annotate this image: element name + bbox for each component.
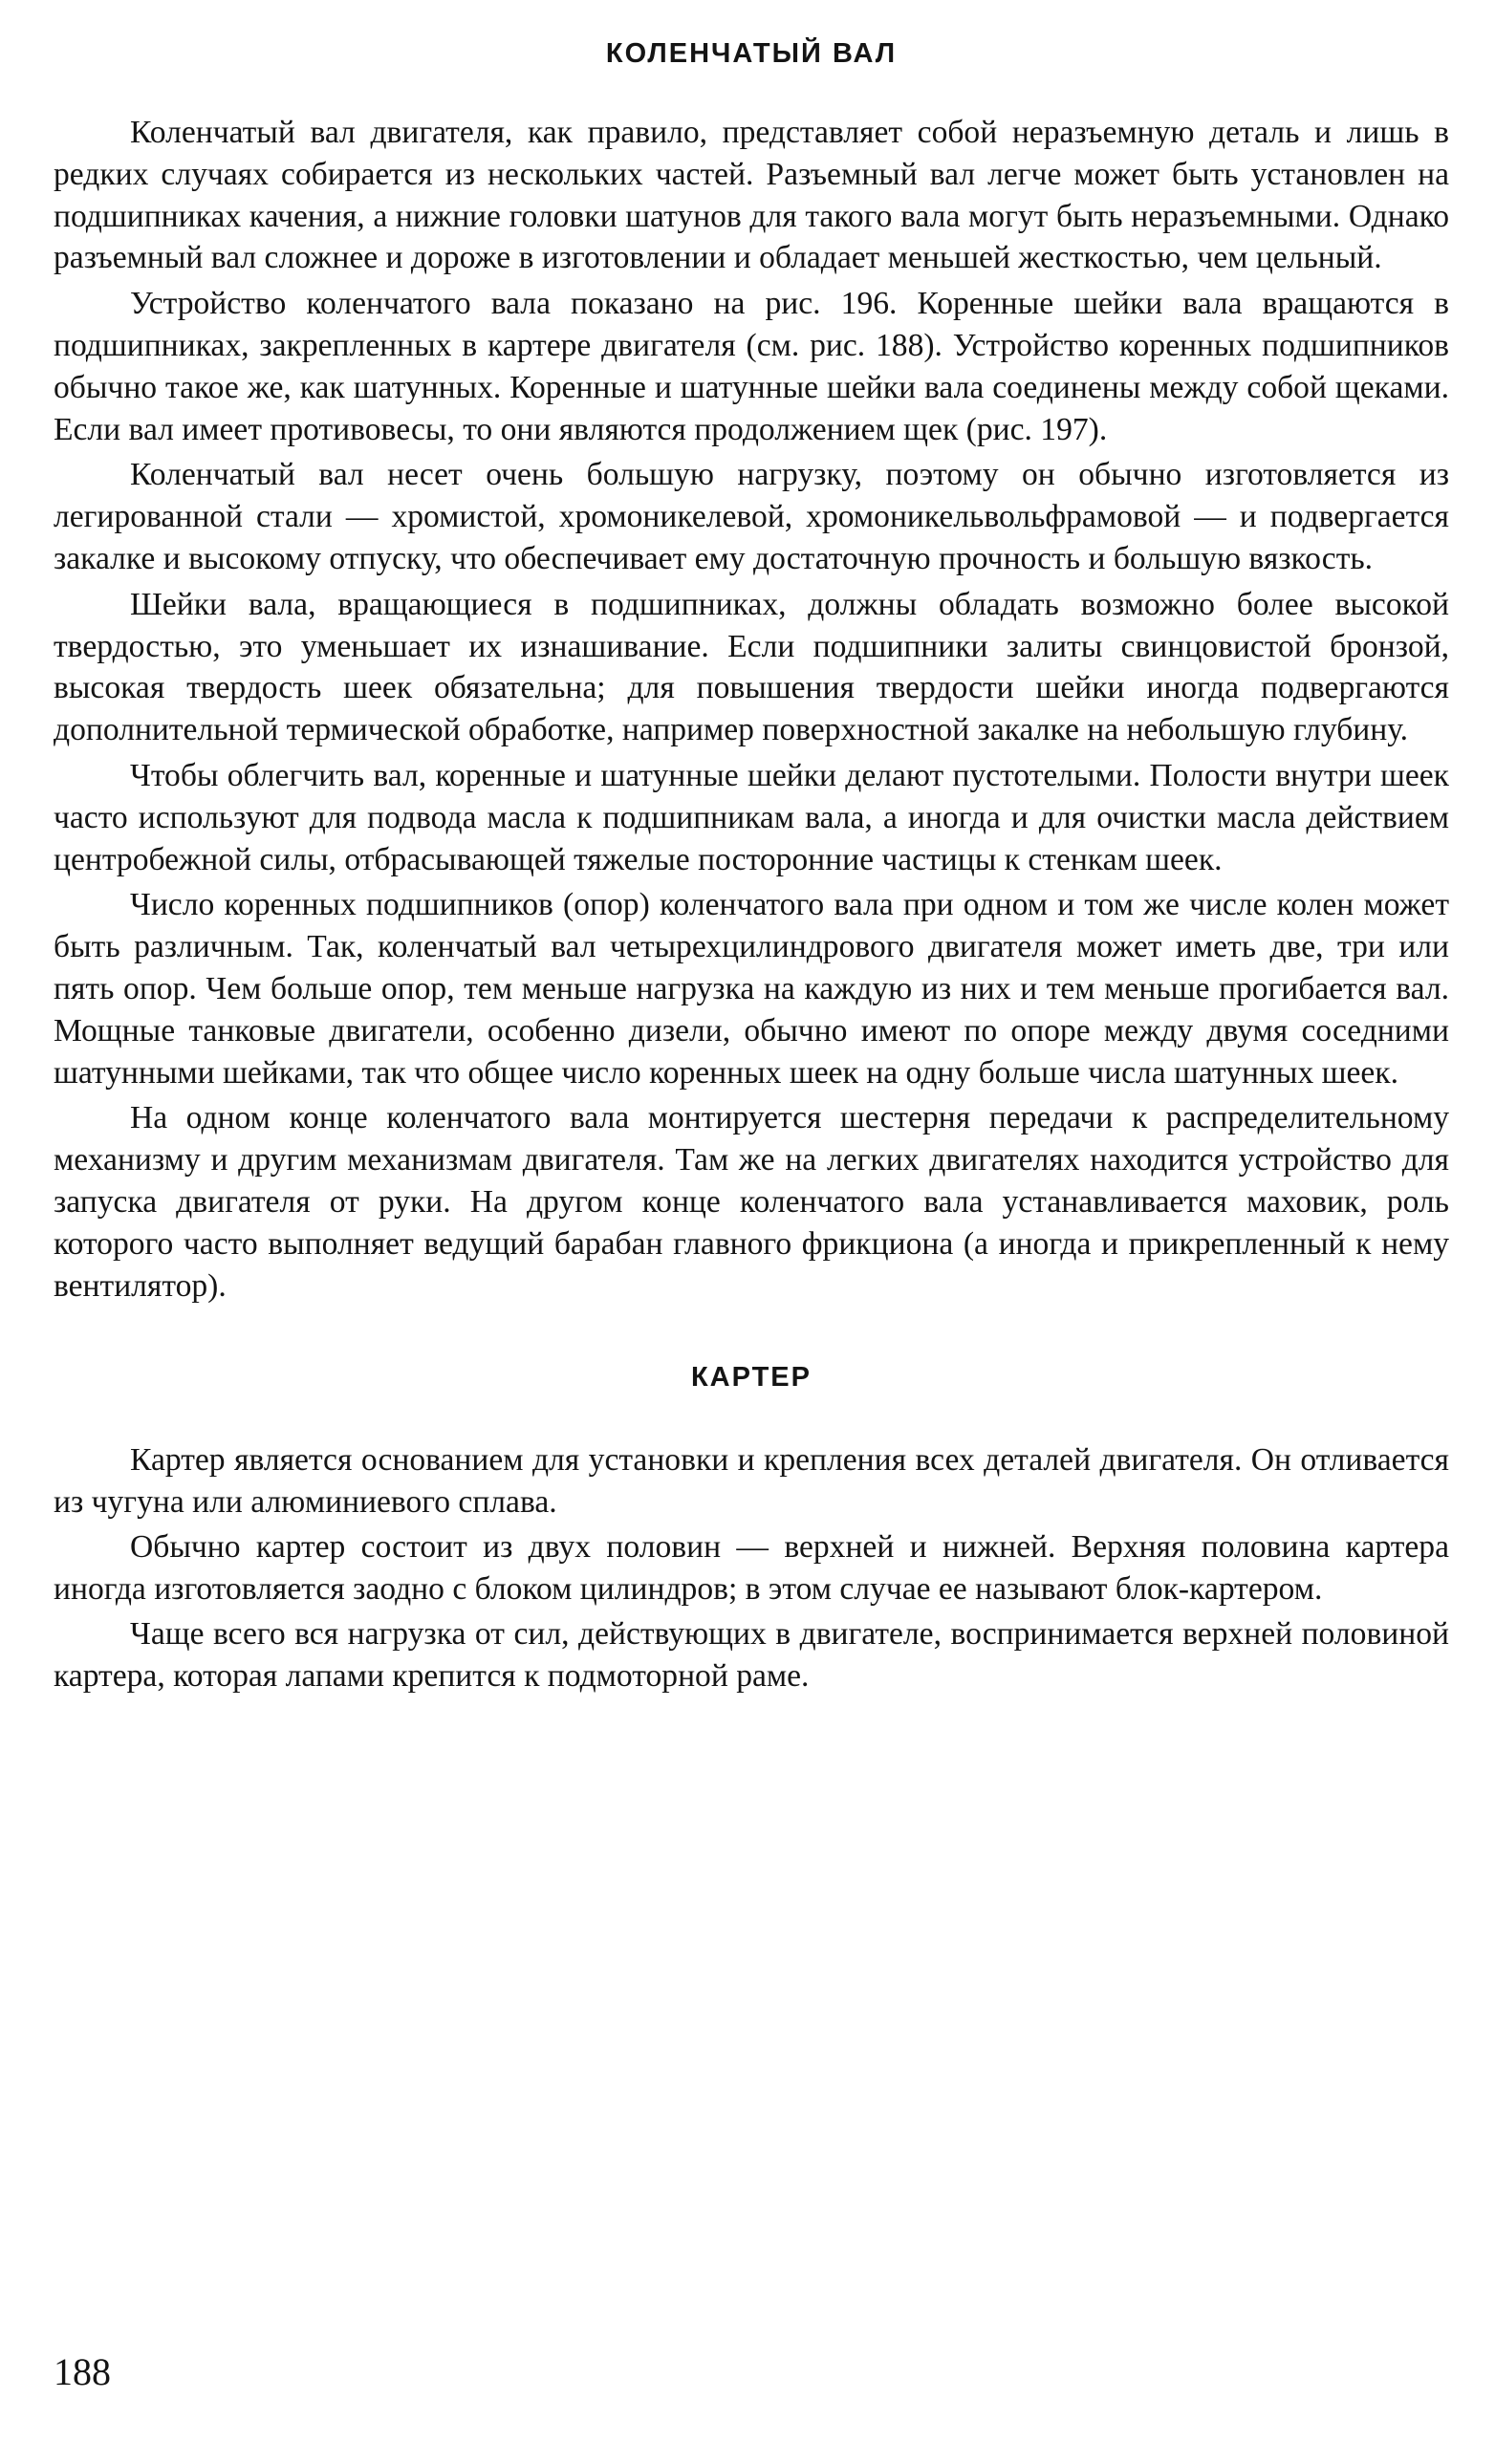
paragraph: Коленчатый вал двигателя, как правило, представляет собой неразъемную деталь и лишь в редких случаях собирается из нескольких частей. Разъемный вал легче может быть установлен на подшипниках качения, а нижние головки шатунов для такого вала могут быть неразъемными. Однако разъемный вал сложнее и дороже в изготовлении и обладает меньшей жесткостью, чем цельный. — [54, 115, 1449, 276]
section-title-crankshaft: КОЛЕНЧАТЫЙ ВАЛ — [605, 38, 898, 69]
paragraph: На одном конце коленчатого вала монтируется шестерня передачи к распределительному механизму и другим механизмам двигателя. Там же на легких двигателях находится устройство для запуска двигателя от руки. На другом конце коленчатого вала устанавливается маховик, роль которого часто выполняет ведущий барабан главного фрикциона (а иногда и прикрепленный к нему вентилятор). — [54, 1100, 1449, 1304]
paragraph: Чтобы облегчить вал, коренные и шатунные шейки делают пустотелыми. Полости внутри шеек часто используют для подвода масла к подшипникам вала, а иногда и для очистки масла действием центробежной силы, отбрасывающей тяжелые посторонние частицы к стенкам шеек. — [54, 757, 1449, 877]
paragraph: Число коренных подшипников (опор) коленчатого вала при одном и том же числе колен может быть различным. Так, коленчатый вал четырехцилиндрового двигателя может иметь две, три или пять опор. Чем больше опор, тем меньше нагрузка на каждую из них и тем меньше прогибается вал. Мощные танковые двигатели, особенно дизели, обычно имеют по опоре между двумя соседними шатунными шейками, так что общее число коренных шеек на одну больше числа шатунных шеек. — [54, 887, 1449, 1091]
page-content — [54, 38, 1449, 1700]
paragraph: Коленчатый вал несет очень большую нагрузку, поэтому он обычно изготовляется из легированной стали — хромистой, хромоникелевой, хромоникельвольфрамовой — и подвергается закалке и высокому отпуску, что обеспечивает ему достаточную прочность и большую вязкость. — [54, 457, 1449, 576]
paragraph: Картер является основанием для установки и крепления всех деталей двигателя. Он отливается из чугуна или алюминиевого сплава. — [54, 1442, 1449, 1520]
section-crankshaft — [54, 38, 1449, 1307]
page-number: 188 — [54, 2350, 111, 2393]
paragraph: Обычно картер состоит из двух половин — верхней и нижней. Верхняя половина картера иногда изготовляется заодно с блоком цилиндров; в этом случае ее называют блок-картером. — [54, 1529, 1449, 1607]
paragraph: Чаще всего вся нагрузка от сил, действующих в двигателе, воспринимается верхней половиной картера, которая лапами крепится к подмоторной раме. — [54, 1616, 1449, 1694]
section-crankcase — [54, 1362, 1449, 1697]
paragraph: Шейки вала, вращающиеся в подшипниках, должны обладать возможно более высокой твердостью, это уменьшает их изнашивание. Если подшипники залиты свинцовистой бронзой, высокая твердость шеек обязательна; для повышения твердости шейки иногда подвергаются дополнительной термической обработке, например поверхностной закалке на небольшую глубину. — [54, 586, 1449, 748]
section-title-crankcase: КАРТЕР — [690, 1362, 812, 1394]
paragraph: Устройство коленчатого вала показано на рис. 196. Коренные шейки вала вращаются в подшипниках, закрепленных в картере двигателя (см. рис. 188). Устройство коренных подшипников обычно такое же, как шатунных. Коренные и шатунные шейки вала соединены между собой щеками. Если вал имеет противовесы, то они являются продолжением щек (рис. 197). — [54, 286, 1449, 447]
